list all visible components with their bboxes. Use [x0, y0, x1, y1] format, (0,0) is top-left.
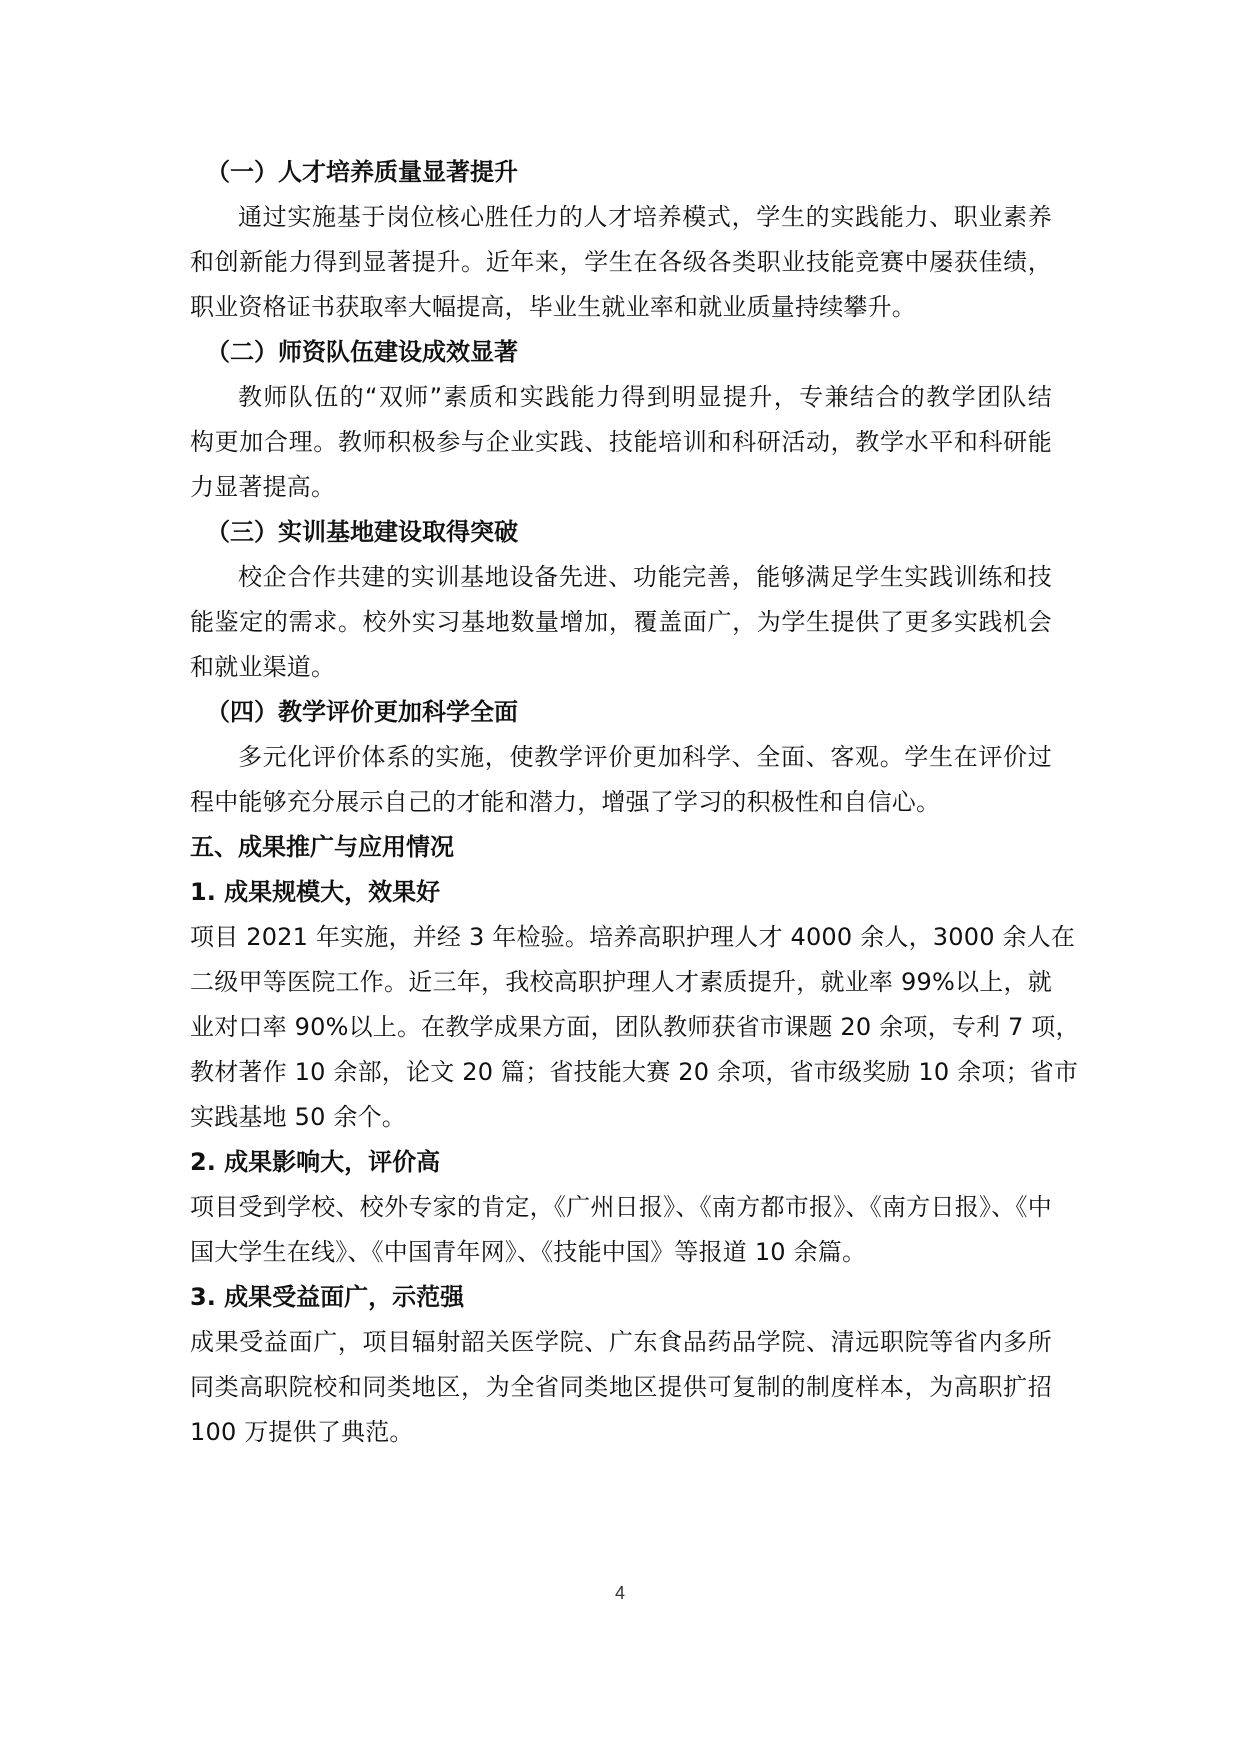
- paragraph-line: 构更加合理。教师积极参与企业实践、技能培训和科研活动，教学水平和科研能: [190, 428, 1052, 456]
- paragraph-line: 通过实施基于岗位核心胜任力的人才培养模式，学生的实践能力、职业素养: [238, 203, 1052, 231]
- paragraph-line: 多元化评价体系的实施，使教学评价更加科学、全面、客观。学生在评价过: [238, 743, 1052, 771]
- paragraph-line: 职业资格证书获取率大幅提高，毕业生就业率和就业质量持续攀升。: [190, 293, 916, 321]
- paragraph-line: 业对口率 90%以上。在教学成果方面，团队教师获省市课题 20 余项，专利 7 项，: [190, 1013, 1080, 1041]
- section-heading: （三）实训基地建设取得突破: [206, 518, 518, 546]
- paragraph-line: 同类高职院校和同类地区，为全省同类地区提供可复制的制度样本，为高职扩招: [190, 1373, 1052, 1401]
- paragraph-line: 和创新能力得到显著提升。近年来，学生在各级各类职业技能竞赛中屡获佳绩，: [190, 248, 1052, 276]
- item-heading: 3. 成果受益面广，示范强: [190, 1283, 465, 1311]
- paragraph-line: 成果受益面广，项目辐射韶关医学院、广东食品药品学院、清远职院等省内多所: [190, 1328, 1052, 1356]
- part-heading: 五、成果推广与应用情况: [190, 833, 454, 861]
- paragraph-line: 国大学生在线》、《中国青年网》、《技能中国》等报道 10 余篇。: [190, 1238, 867, 1266]
- paragraph-line: 程中能够充分展示自己的才能和潜力，增强了学习的积极性和自信心。: [190, 788, 941, 816]
- document-page: [190, 150, 1080, 1455]
- paragraph-line: 项目受到学校、校外专家的肯定，《广州日报》、《南方都市报》、《南方日报》、《中: [190, 1193, 1052, 1221]
- item-heading: 2. 成果影响大，评价高: [190, 1148, 441, 1176]
- paragraph-line: 和就业渠道。: [190, 653, 336, 681]
- paragraph-line: 实践基地 50 余个。: [190, 1103, 406, 1131]
- paragraph-line: 项目 2021 年实施，并经 3 年检验。培养高职护理人才 4000 余人，3000 余人在: [190, 923, 1076, 951]
- paragraph-line: 校企合作共建的实训基地设备先进、功能完善，能够满足学生实践训练和技: [238, 563, 1052, 591]
- section-heading: （一）人才培养质量显著提升: [206, 158, 518, 186]
- paragraph-line: 能鉴定的需求。校外实习基地数量增加，覆盖面广，为学生提供了更多实践机会: [190, 608, 1052, 636]
- paragraph-line: 教师队伍的“双师”素质和实践能力得到明显提升，专兼结合的教学团队结: [238, 383, 1052, 411]
- paragraph-line: 100 万提供了典范。: [190, 1418, 414, 1446]
- section-heading: （二）师资队伍建设成效显著: [206, 338, 518, 366]
- section-heading: （四）教学评价更加科学全面: [206, 698, 518, 726]
- page-number: 4: [614, 1583, 625, 1603]
- paragraph-line: 教材著作 10 余部，论文 20 篇；省技能大赛 20 余项，省市级奖励 10 余项；省市: [190, 1058, 1079, 1086]
- paragraph-line: 力显著提高。: [190, 473, 336, 501]
- paragraph-line: 二级甲等医院工作。近三年，我校高职护理人才素质提升，就业率 99%以上，就: [190, 968, 1052, 996]
- item-heading: 1. 成果规模大，效果好: [190, 878, 441, 906]
